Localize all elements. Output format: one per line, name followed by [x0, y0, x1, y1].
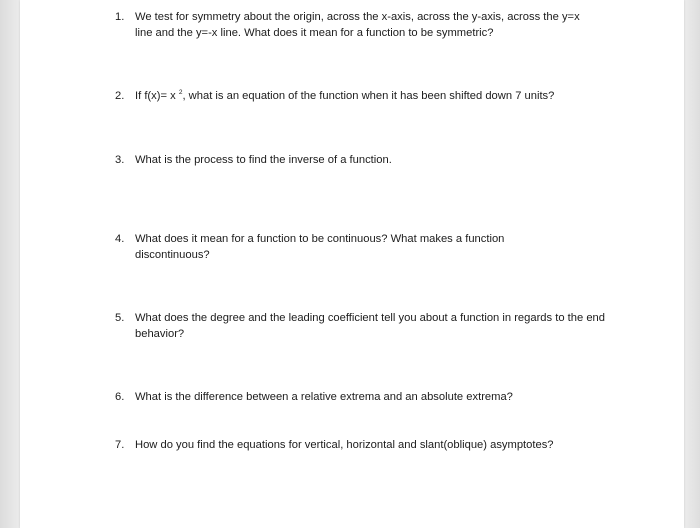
question-number: 5. [115, 312, 125, 324]
question-number: 2. [115, 90, 125, 102]
question-6 [115, 390, 600, 406]
question-text-before: If f(x)= x [135, 90, 176, 102]
question-3 [115, 153, 600, 169]
question-text: How do you find the equations for vertical, horizontal and slant(oblique) asymptotes? [135, 439, 554, 451]
question-number: 3. [115, 154, 125, 166]
background-right-edge [684, 0, 700, 528]
exponent: 2 [178, 89, 183, 96]
question-text: What does it mean for a function to be continuous? What makes a function discontinuous? [135, 233, 505, 261]
question-text [135, 89, 600, 105]
question-1 [115, 10, 595, 41]
question-text-after: , what is an equation of the function when it has been shifted down 7 units? [182, 90, 555, 102]
question-4 [115, 232, 555, 263]
question-5 [115, 311, 605, 342]
question-text: We test for symmetry about the origin, across the x-axis, across the y-axis, across the y=x line and the y=-x line. What does it mean for a function to be symmetric? [135, 11, 580, 39]
question-number: 1. [115, 11, 125, 23]
question-number: 7. [115, 439, 125, 451]
question-7 [115, 438, 615, 454]
question-text: What does the degree and the leading coefficient tell you about a function in regards to the end behavior? [135, 312, 605, 340]
question-number: 6. [115, 391, 125, 403]
question-number: 4. [115, 233, 125, 245]
question-2 [115, 89, 600, 105]
question-text: What is the difference between a relative extrema and an absolute extrema? [135, 391, 513, 403]
question-text: What is the process to find the inverse of a function. [135, 154, 392, 166]
background-left-edge [0, 0, 20, 528]
